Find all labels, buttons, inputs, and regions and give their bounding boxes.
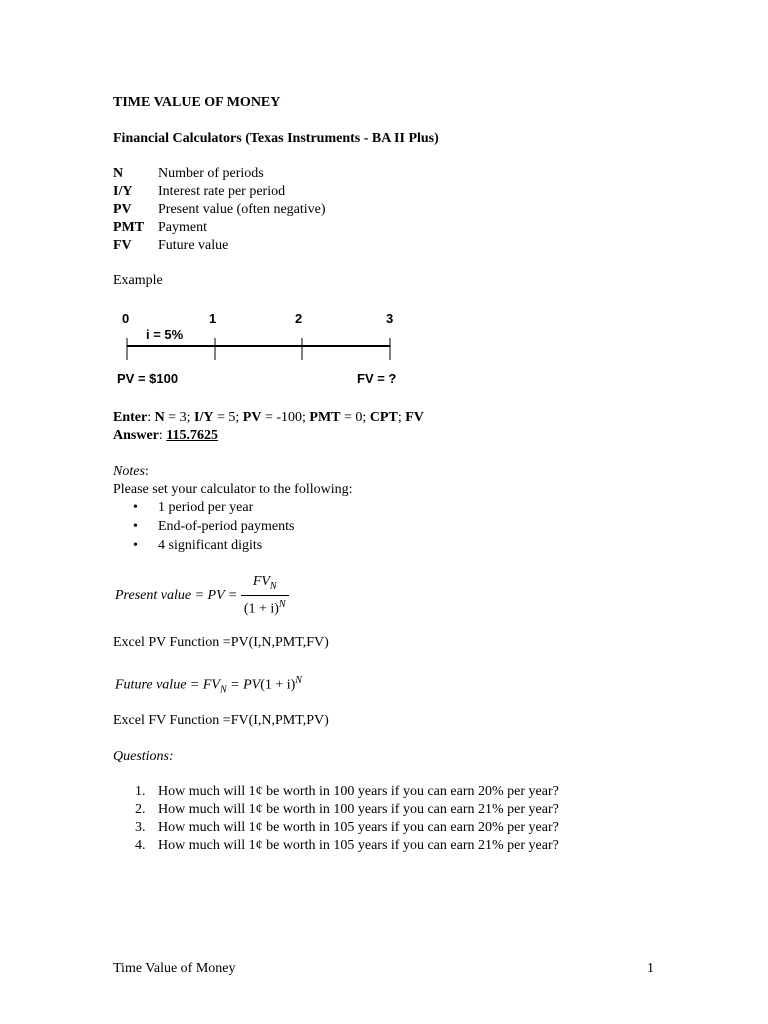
enter-key: CPT (369, 410, 398, 425)
fv-formula-sup: N (295, 675, 302, 686)
question-text: How much will 1¢ be worth in 100 years if you can earn 20% per year? (158, 784, 559, 799)
term-row (113, 184, 513, 202)
list-item (113, 784, 633, 802)
timeline-axis (113, 330, 403, 370)
term-key: PV (113, 202, 132, 217)
timeline-pv-label: PV = $100 (117, 371, 179, 386)
answer-line (113, 427, 218, 445)
list-item (113, 820, 633, 838)
page-title: TIME VALUE OF MONEY (113, 95, 281, 110)
pv-formula-denominator (241, 596, 289, 619)
terms-list (113, 166, 513, 256)
question-number: 3. (135, 820, 146, 835)
term-row (113, 202, 513, 220)
question-number: 4. (135, 838, 146, 853)
list-item (113, 500, 513, 519)
term-key: PMT (113, 220, 145, 235)
question-text: How much will 1¢ be worth in 100 years if you can earn 21% per year? (158, 802, 559, 817)
term-row (113, 238, 513, 256)
example-label: Example (113, 273, 163, 288)
term-definition: Present value (often negative) (158, 202, 326, 217)
fv-formula-mid: = PV (226, 677, 261, 693)
timeline-fv-label: FV = ? (357, 371, 397, 386)
enter-line (113, 409, 424, 427)
list-item (113, 538, 513, 557)
notes-heading (113, 463, 149, 481)
questions-list (113, 784, 633, 859)
term-row (113, 220, 513, 238)
fv-formula-paren: (1 + i) (260, 677, 296, 693)
timeline-period-2: 2 (295, 311, 303, 326)
pv-formula-lhs: Present value = PV = (115, 588, 241, 604)
enter-key: I/Y (194, 410, 214, 425)
notes-heading-text: Notes (113, 464, 145, 479)
page-number: 1 (647, 961, 654, 976)
pv-formula-num-text: FV (252, 574, 270, 589)
pv-formula-num-sub: N (269, 580, 277, 592)
term-key: I/Y (113, 184, 133, 199)
fv-formula-lhs: Future value = FV (115, 677, 220, 693)
pv-formula-fraction (241, 574, 289, 618)
timeline-period-0: 0 (122, 311, 130, 326)
enter-key: PMT (309, 410, 341, 425)
bullet-icon: • (133, 500, 138, 515)
enter-key: FV (405, 410, 424, 425)
bullet-icon: • (133, 538, 138, 553)
excel-pv-function: Excel PV Function =PV(I,N,PMT,FV) (113, 635, 329, 650)
pv-formula (115, 574, 289, 617)
enter-key: PV (242, 410, 262, 425)
list-item-text: End-of-period payments (158, 519, 295, 534)
enter-label: Enter (113, 410, 148, 425)
question-text: How much will 1¢ be worth in 105 years if you can earn 21% per year? (158, 838, 559, 853)
enter-value: = -100; (261, 410, 310, 425)
list-item (113, 519, 513, 538)
notes-heading-colon: : (144, 464, 149, 479)
section-heading: Financial Calculators (Texas Instruments - BA II Plus) (113, 131, 439, 146)
list-item-text: 1 period per year (158, 500, 254, 515)
list-item-text: 4 significant digits (158, 538, 263, 553)
enter-value: = 5; (213, 410, 243, 425)
term-row (113, 166, 513, 184)
answer-label: Answer (113, 428, 159, 443)
fv-formula (115, 672, 302, 699)
term-key: FV (113, 238, 132, 253)
term-definition: Interest rate per period (158, 184, 286, 199)
timeline-diagram (113, 308, 413, 393)
question-text: How much will 1¢ be worth in 105 years if you can earn 20% per year? (158, 820, 559, 835)
timeline-period-3: 3 (386, 311, 394, 326)
enter-value: ; (397, 410, 406, 425)
timeline-period-1: 1 (209, 311, 217, 326)
list-item (113, 802, 633, 820)
pv-formula-den-sup: N (278, 598, 286, 610)
term-definition: Future value (158, 238, 229, 253)
notes-list (113, 500, 513, 560)
question-number: 2. (135, 802, 146, 817)
question-number: 1. (135, 784, 146, 799)
list-item (113, 838, 633, 856)
footer-title: Time Value of Money (113, 961, 236, 976)
answer-value: 115.7625 (166, 428, 219, 443)
enter-separator: : (147, 410, 155, 425)
pv-formula-numerator (241, 574, 289, 596)
timeline-rate-label: i = 5% (146, 327, 184, 342)
term-key: N (113, 166, 124, 181)
enter-value: = 3; (164, 410, 195, 425)
answer-separator: : (158, 428, 167, 443)
bullet-icon: • (133, 519, 138, 534)
term-definition: Number of periods (158, 166, 264, 181)
excel-fv-function: Excel FV Function =FV(I,N,PMT,PV) (113, 713, 329, 728)
pv-formula-den-text: (1 + i) (243, 601, 279, 617)
questions-heading: Questions: (113, 749, 174, 764)
term-definition: Payment (158, 220, 207, 235)
fv-formula-lhs-sub: N (219, 684, 227, 696)
enter-value: = 0; (340, 410, 370, 425)
notes-intro: Please set your calculator to the following: (113, 482, 353, 497)
enter-key: N (154, 410, 165, 425)
